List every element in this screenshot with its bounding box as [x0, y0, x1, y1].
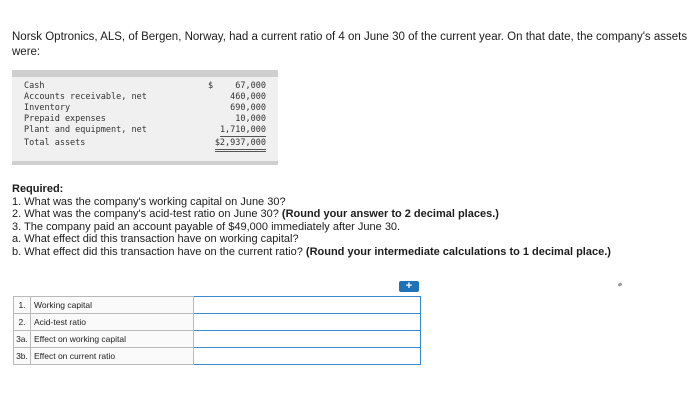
asset-dollar-sign: $: [208, 81, 214, 91]
asset-row-receivables: [12, 92, 278, 103]
problem-intro: Norsk Optronics, ALS, of Bergen, Norway, had a current ratio of 4 on June 30 of the current year. On that date, the company's assets were:: [12, 31, 688, 58]
answer-row: [14, 331, 421, 348]
row-label: Acid-test ratio: [34, 317, 86, 327]
asset-amount: 67,000: [235, 81, 266, 91]
asset-label: Inventory: [24, 103, 71, 113]
question-3b-rounding: (Round your intermediate calculations to 1 decimal place.): [305, 245, 611, 258]
answer-label-cell: [14, 314, 194, 331]
row-number: 3b.: [14, 348, 31, 364]
row-number: 2.: [14, 314, 31, 330]
stray-mark: [618, 282, 623, 287]
asset-row-prepaid: [12, 114, 278, 125]
answer-table: [13, 296, 421, 365]
asset-label: Accounts receivable, net: [24, 92, 147, 102]
question-3b-text: b. What effect did this transaction have on the current ratio?: [12, 245, 306, 258]
working-capital-input[interactable]: [193, 297, 420, 314]
answer-label-cell: [14, 297, 194, 314]
row-number: 1.: [14, 297, 31, 313]
answer-label-cell: [14, 348, 194, 365]
asset-label: Total assets: [24, 138, 86, 148]
required-heading: Required:: [12, 183, 64, 195]
question-2-text: 2. What was the company's acid-test ratio on June 30?: [12, 208, 282, 220]
effect-current-ratio-input[interactable]: [193, 348, 420, 365]
asset-row-plant: [12, 125, 278, 136]
question-3b: [12, 246, 692, 259]
row-label: Effect on current ratio: [34, 351, 116, 361]
asset-row-inventory: [12, 103, 278, 114]
asset-row-total: [12, 138, 278, 149]
answer-row: [14, 314, 421, 331]
effect-working-capital-input[interactable]: [193, 331, 420, 348]
question-1: 1. What was the company's working capital on June 30?: [12, 195, 286, 208]
required-section: [12, 183, 692, 258]
question-3a: a. What effect did this transaction have on working capital?: [12, 233, 299, 245]
answer-label-cell: [14, 331, 194, 348]
question-2-rounding: (Round your answer to 2 decimal places.): [281, 208, 499, 220]
acid-test-ratio-input[interactable]: [193, 314, 420, 331]
asset-amount-total: $2,937,000: [215, 138, 266, 152]
assets-table: [12, 70, 278, 165]
question-3: 3. The company paid an account payable of $49,000 immediately after June 30.: [12, 220, 401, 233]
row-label: Effect on working capital: [34, 334, 126, 344]
asset-label: Prepaid expenses: [24, 114, 106, 124]
asset-amount: 10,000: [235, 114, 266, 124]
asset-amount: 690,000: [230, 103, 266, 113]
row-number: 3a.: [14, 331, 31, 347]
asset-label: Cash: [24, 81, 45, 91]
answer-row: [14, 297, 421, 314]
asset-label: Plant and equipment, net: [24, 125, 147, 135]
row-label: Working capital: [34, 300, 92, 310]
asset-amount: 460,000: [230, 92, 266, 102]
answer-row: [14, 348, 421, 365]
question-2: [12, 208, 692, 221]
add-row-button[interactable]: +: [399, 281, 419, 292]
asset-amount: 1,710,000: [219, 125, 266, 135]
asset-row-cash: [12, 81, 278, 92]
